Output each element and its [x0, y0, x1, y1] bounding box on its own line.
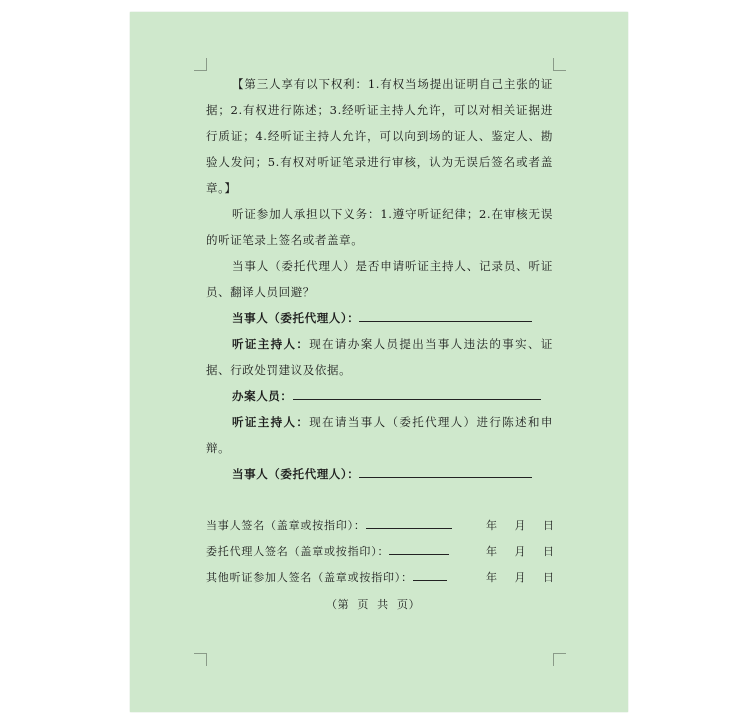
- signature-blank-party[interactable]: [366, 516, 452, 529]
- signature-label-agent: 委托代理人签名（盖章或按指印）：: [206, 545, 390, 558]
- signature-row-agent: [206, 542, 449, 562]
- host-text-2: 现在请当事人（委托代理人）进行陈述和申辩。: [206, 415, 553, 455]
- handler-label: 办案人员：: [232, 389, 293, 403]
- handler-statement-line: [206, 383, 553, 409]
- margin-mark-top-right: [553, 58, 566, 71]
- signature-row-other: [206, 568, 447, 588]
- paragraph-third-party-rights: 【第三人享有以下权利：1.有权当场提出证明自己主张的证据；2.有权进行陈述；3.经听证主持人允许，可以对相关证据进行质证；4.经听证主持人允许，可以向到场的证人、鉴定人、勘验人发问；5.有权对听证笔录进行审核，认为无误后签名或者盖章。】: [206, 77, 553, 195]
- paragraph-participant-duties: 听证参加人承担以下义务：1.遵守听证纪律；2.在审核无误的听证笔录上签名或者盖章。: [206, 207, 553, 247]
- signature-date-other: 年 月 日: [486, 571, 554, 584]
- signature-label-other: 其他听证参加人签名（盖章或按指印）：: [206, 571, 413, 584]
- signature-label-party: 当事人签名（盖章或按指印）：: [206, 519, 366, 532]
- party-statement-line-1: [206, 305, 553, 331]
- document-page: [130, 12, 628, 712]
- party-blank-2[interactable]: [359, 463, 532, 478]
- signature-date-party: 年 月 日: [486, 519, 554, 532]
- signature-date-agent: 年 月 日: [486, 545, 554, 558]
- paragraph-host-instruction-1: [206, 331, 553, 383]
- margin-mark-bottom-right: [553, 653, 566, 666]
- signature-blank-other[interactable]: [413, 568, 447, 581]
- paragraph-host-instruction-2: [206, 409, 553, 461]
- page-number-footer: （第 页 共 页）: [326, 598, 421, 611]
- signature-blank-agent[interactable]: [389, 542, 449, 555]
- party-statement-line-2: [206, 461, 553, 487]
- party-label-2: 当事人（委托代理人）：: [232, 467, 360, 481]
- host-text-1: 现在请办案人员提出当事人违法的事实、证据、行政处罚建议及依据。: [206, 337, 553, 377]
- host-label-2: 听证主持人：: [232, 415, 310, 429]
- handler-blank[interactable]: [293, 385, 541, 400]
- signature-row-party: [206, 516, 452, 536]
- paragraph-recusal-question: 当事人（委托代理人）是否申请听证主持人、记录员、听证员、翻译人员回避？: [206, 259, 553, 299]
- party-label-1: 当事人（委托代理人）：: [232, 311, 360, 325]
- margin-mark-top-left: [194, 58, 207, 71]
- party-blank-1[interactable]: [359, 307, 532, 322]
- margin-mark-bottom-left: [194, 653, 207, 666]
- host-label-1: 听证主持人：: [232, 337, 310, 351]
